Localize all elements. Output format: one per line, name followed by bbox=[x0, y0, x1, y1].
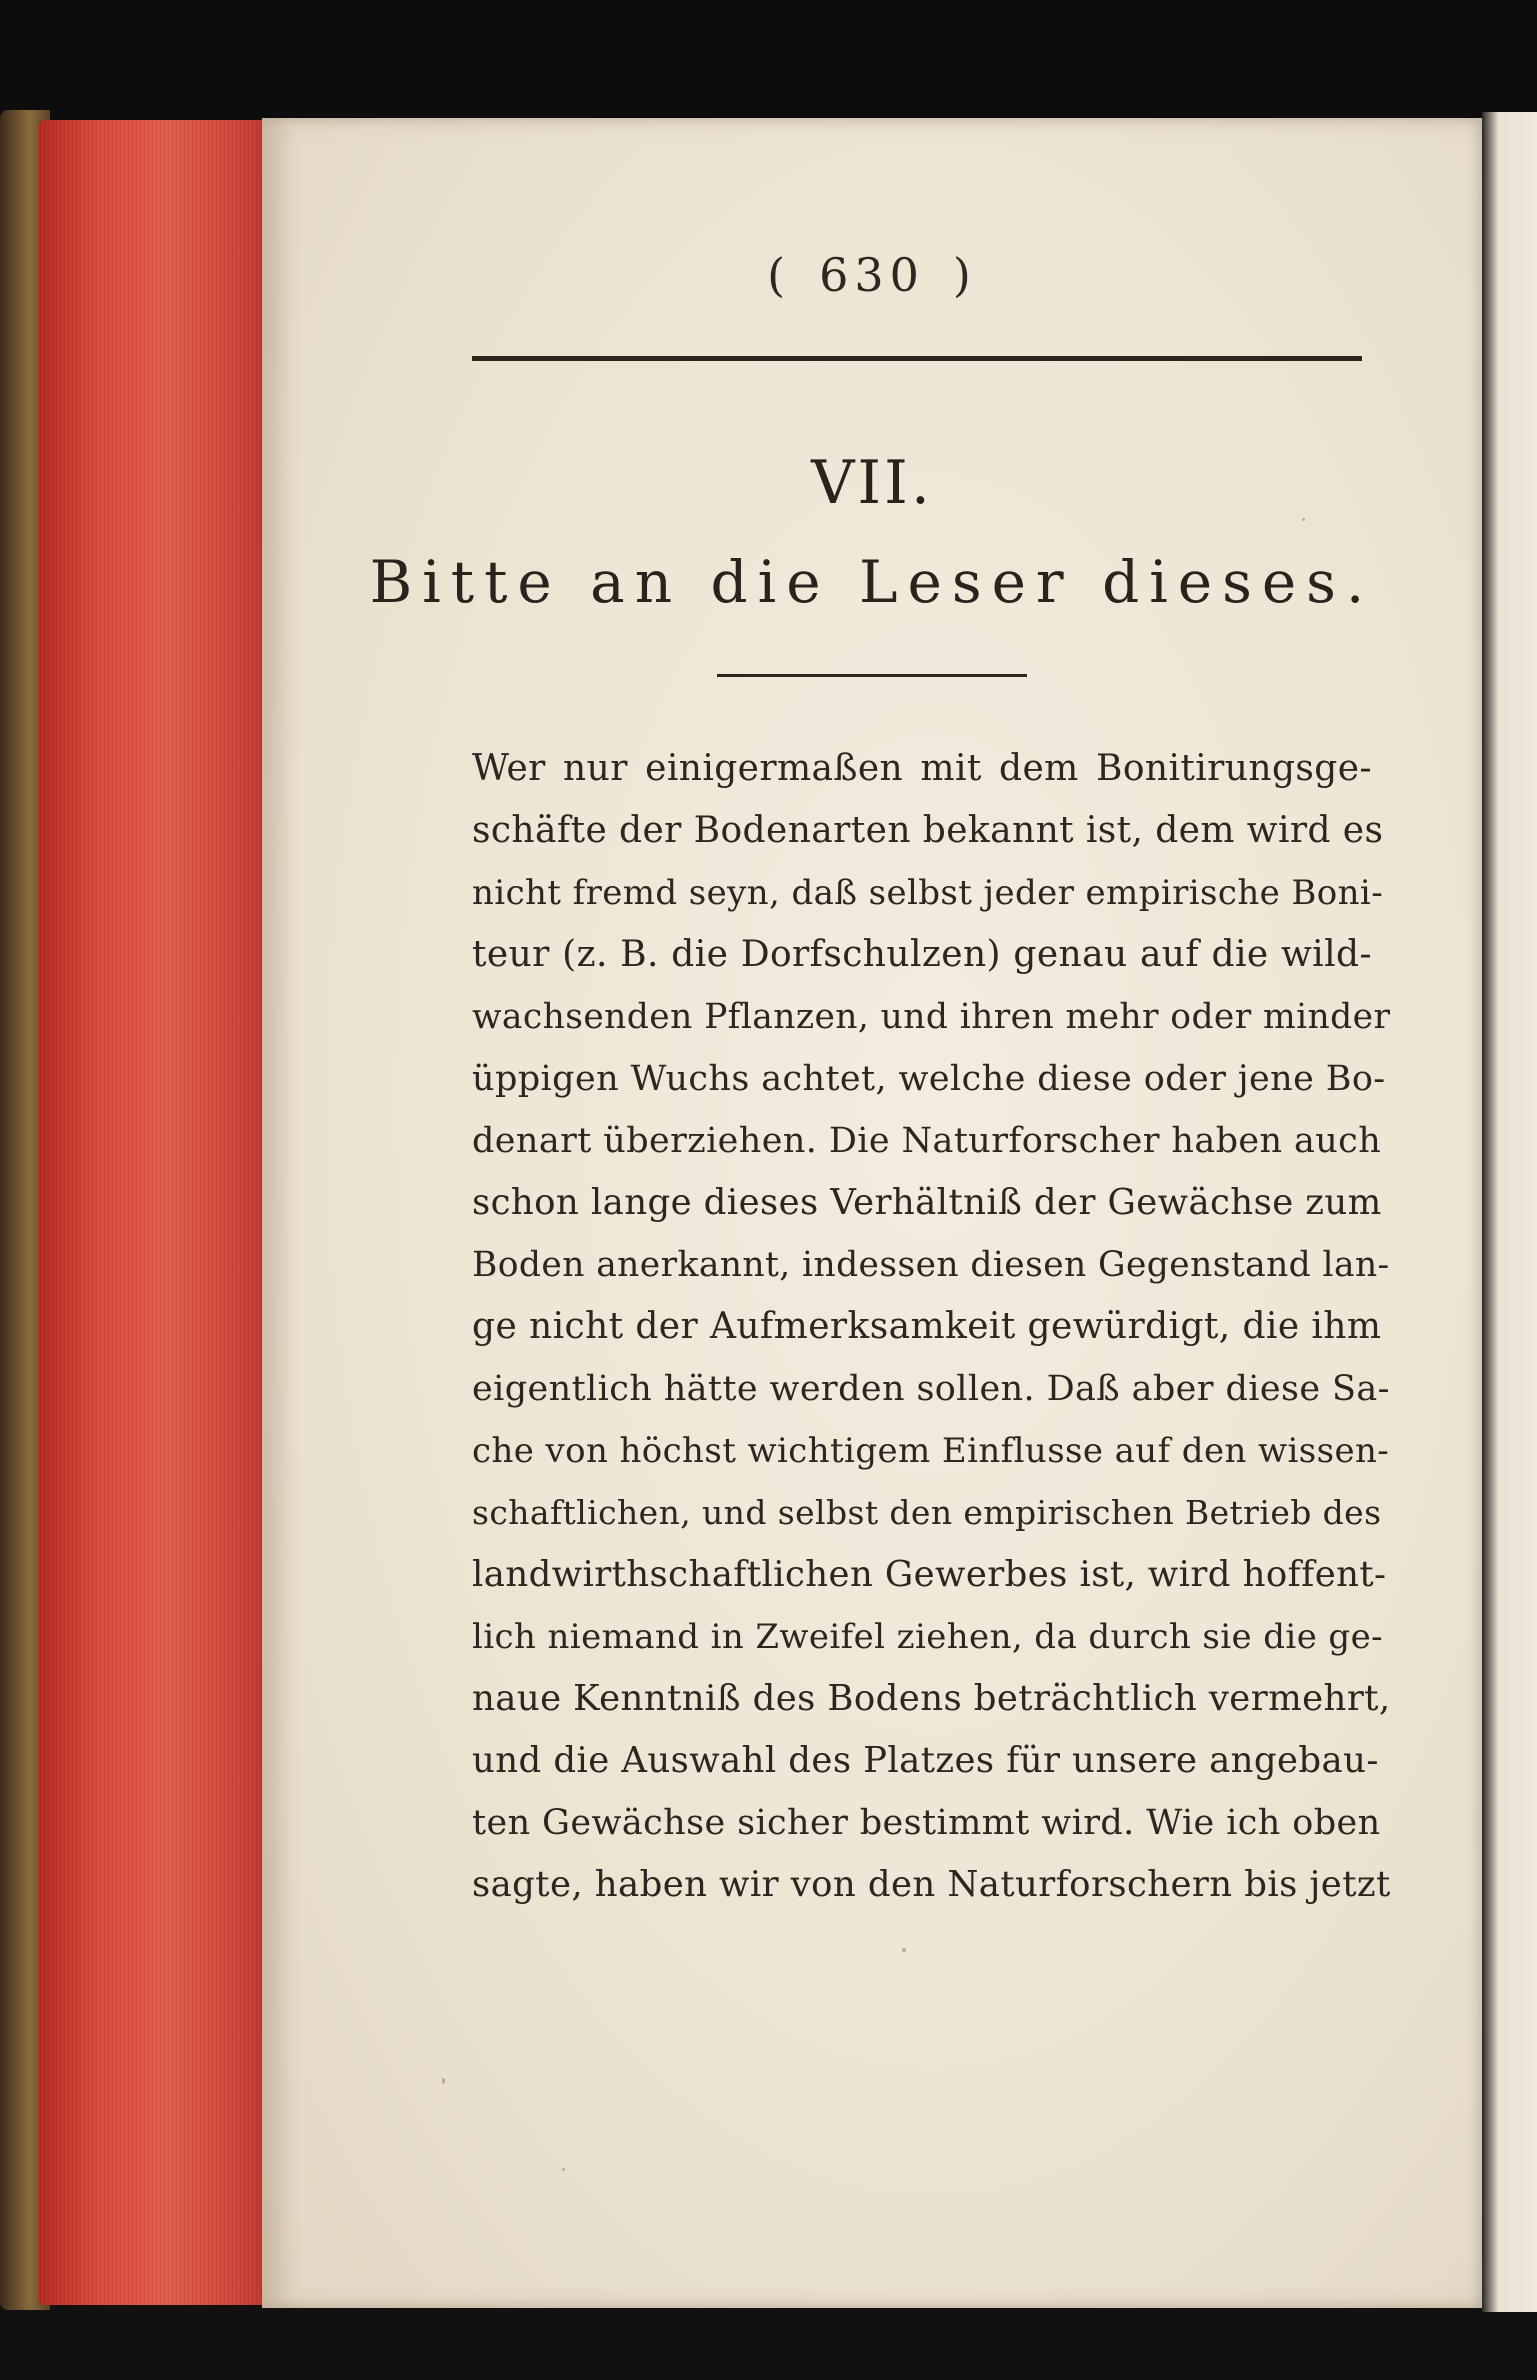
text-line: landwirthschaftlichen Gewerbes ist, wird hoffent- bbox=[472, 1554, 1387, 1595]
text-line: schon lange dieses Verhältniß der Gewächse zum bbox=[472, 1182, 1382, 1223]
text-line: teur (z. B. die Dorfschulzen) genau auf die wild- bbox=[472, 934, 1372, 975]
text-line: Boden anerkannt, indessen diesen Gegenstand lan- bbox=[472, 1245, 1390, 1285]
paper-speck bbox=[1302, 518, 1305, 521]
text-line: eigentlich hätte werden sollen. Daß aber diese Sa- bbox=[472, 1369, 1390, 1409]
text-line: denart überziehen. Die Naturforscher haben auch bbox=[472, 1121, 1382, 1161]
paper-speck bbox=[902, 1948, 906, 1952]
title-rule bbox=[717, 674, 1027, 677]
text-line: ge nicht der Aufmerksamkeit gewürdigt, die ihm bbox=[472, 1306, 1382, 1347]
text-line: üppigen Wuchs achtet, welche diese oder jene Bo- bbox=[472, 1059, 1386, 1099]
paper-speck bbox=[562, 2168, 565, 2171]
body-text bbox=[472, 738, 1391, 1916]
text-line: und die Auswahl des Platzes für unsere angebau- bbox=[472, 1740, 1379, 1781]
text-line: che von höchst wichtigem Einflusse auf den wissen- bbox=[472, 1431, 1390, 1471]
text-line: schaftlichen, und selbst den empirischen Betrieb des bbox=[472, 1493, 1382, 1532]
text-line: schäfte der Bodenarten bekannt ist, dem wird es bbox=[472, 810, 1384, 851]
next-page-edge bbox=[1482, 112, 1537, 2312]
text-line: nicht fremd seyn, daß selbst jeder empirische Boni- bbox=[472, 873, 1384, 913]
chapter-title: Bitte an die Leser dieses. bbox=[369, 548, 1375, 616]
text-line: sagte, haben wir von den Naturforschern bis jetzt bbox=[472, 1864, 1391, 1905]
book-page bbox=[262, 118, 1482, 2308]
text-line: lich niemand in Zweifel ziehen, da durch sie die ge- bbox=[472, 1617, 1383, 1657]
page-number-value: 630 bbox=[819, 248, 925, 302]
header-rule bbox=[472, 356, 1362, 361]
page-number: ( 630 ) bbox=[767, 248, 977, 302]
text-line: wachsenden Pflanzen, und ihren mehr oder minder bbox=[472, 997, 1391, 1037]
text-line: Wer nur einigermaßen mit dem Bonitirungsge- bbox=[472, 748, 1372, 789]
text-line: naue Kenntniß des Bodens beträchtlich vermehrt, bbox=[472, 1678, 1391, 1719]
text-line: ten Gewächse sicher bestimmt wird. Wie ich oben bbox=[472, 1803, 1381, 1843]
chapter-number: VII. bbox=[811, 448, 933, 518]
red-page-edges bbox=[38, 120, 270, 2305]
paper-speck bbox=[442, 2078, 445, 2084]
